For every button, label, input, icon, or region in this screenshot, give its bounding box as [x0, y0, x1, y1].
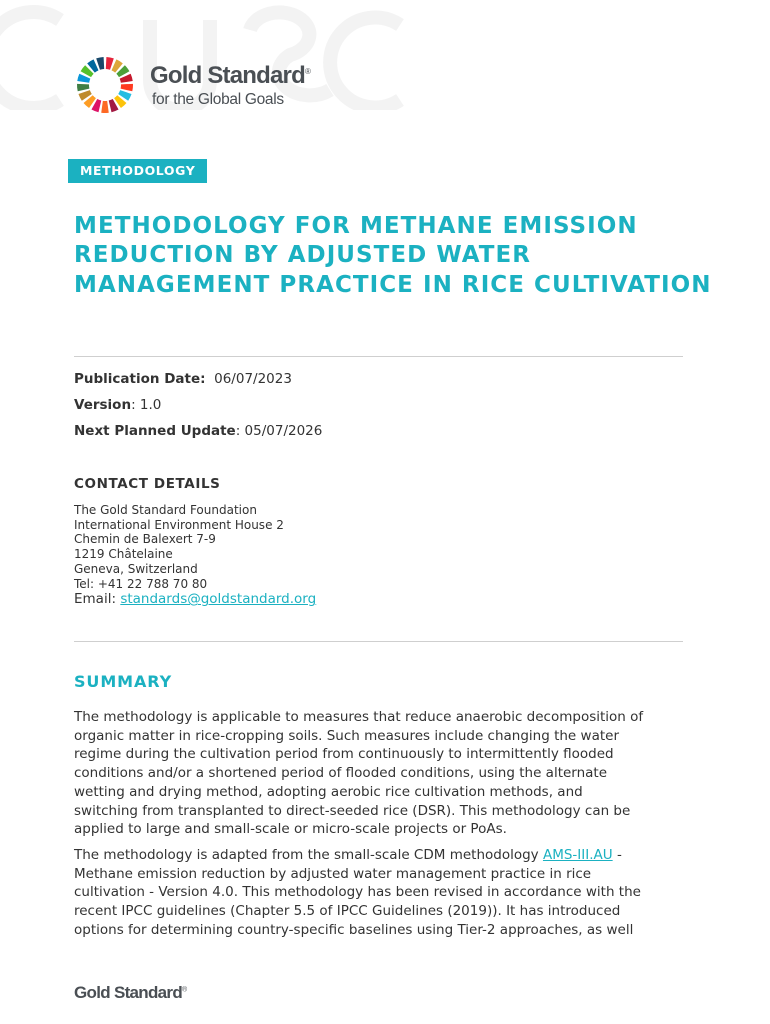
divider	[74, 356, 683, 357]
paragraph-dash: -	[616, 847, 622, 863]
contact-line: Geneva, Switzerland	[74, 561, 198, 576]
version: Version: 1.0	[74, 397, 162, 413]
sdg-wheel-segment	[106, 57, 114, 70]
sdg-wheel-segment	[77, 84, 89, 91]
paragraph-line: recent IPCC guidelines (Chapter 5.5 of IPCC Guidelines (2019)). It has introduced	[74, 903, 621, 920]
contact-line: Chemin de Balexert 7-9	[74, 532, 216, 547]
publication-date-value: 06/07/2023	[214, 371, 292, 387]
publication-date	[74, 371, 292, 387]
summary-heading: SUMMARY	[74, 672, 173, 691]
contact-line: 1219 Châtelaine	[74, 547, 173, 562]
paragraph-line: options for determining country-specific baselines using Tier-2 approaches, as well	[74, 921, 634, 938]
paragraph-line: switching from transplanted to direct-seeded rice (DSR). This methodology can be	[74, 802, 631, 819]
contact-line: The Gold Standard Foundation	[74, 503, 257, 517]
sdg-wheel-icon	[76, 56, 134, 114]
document-title: METHODOLOGY FOR METHANE EMISSION REDUCTION BY ADJUSTED WATER MANAGEMENT PRACTICE IN RICE CULTIVATION	[74, 213, 712, 298]
contact-line: Tel: +41 22 788 70 80	[74, 576, 208, 591]
next-update-value: 05/07/2026	[244, 423, 323, 439]
email-link[interactable]: standards@goldstandard.org	[120, 591, 317, 608]
brand-name: Gold Standard®	[150, 62, 311, 89]
sdg-wheel-segment	[96, 57, 104, 70]
email-line	[74, 591, 316, 607]
summary-paragraph-1	[74, 708, 714, 839]
version-value: 1.0	[139, 397, 162, 413]
paragraph-line: The methodology is applicable to measures that reduce anaerobic decomposition of	[74, 709, 644, 725]
paragraph-line: applied to large and small-scale or micro-scale projects or PoAs.	[74, 821, 507, 838]
contact-line: International Environment House 2	[74, 517, 284, 532]
contact-details	[74, 503, 316, 607]
paragraph-line: wetting and drying method, adopting aerobic rice cultivation methods, and	[74, 783, 583, 800]
ams-iii-au-link[interactable]: AMS-III.AU	[542, 847, 613, 863]
publication-date-label: Publication Date:	[74, 371, 206, 387]
email-label: Email:	[74, 591, 117, 608]
paragraph-line	[74, 846, 714, 865]
category-label: METHODOLOGY	[68, 159, 207, 183]
next-planned-update: Next Planned Update: 05/07/2026	[74, 423, 323, 439]
summary-paragraph-2	[74, 846, 714, 940]
brand-tagline: for the Global Goals	[152, 91, 284, 108]
paragraph-line: cultivation - Version 4.0. This methodology has been revised in accordance with the	[74, 884, 641, 901]
sdg-wheel-segment	[101, 101, 109, 113]
divider	[74, 641, 683, 642]
sdg-wheel-segment	[121, 84, 133, 91]
paragraph-line: conditions and/or a shortened period of flooded conditions, using the alternate	[74, 765, 608, 782]
footer-logo: Gold Standard®	[74, 983, 187, 1002]
paragraph-line: Methane emission reduction by adjusted water management practice in rice	[74, 865, 592, 882]
version-label: Version	[74, 397, 132, 413]
paragraph-lead: The methodology is adapted from the small-scale CDM methodology	[74, 847, 539, 863]
next-update-label: Next Planned Update	[74, 423, 236, 439]
paragraph-line: regime during the cultivation period from continuously to intermittently flooded	[74, 746, 614, 763]
contact-heading: CONTACT DETAILS	[74, 476, 221, 492]
gold-standard-logo	[76, 56, 376, 114]
paragraph-line: organic matter in rice-cropping soils. Such measures include changing the water	[74, 727, 619, 744]
